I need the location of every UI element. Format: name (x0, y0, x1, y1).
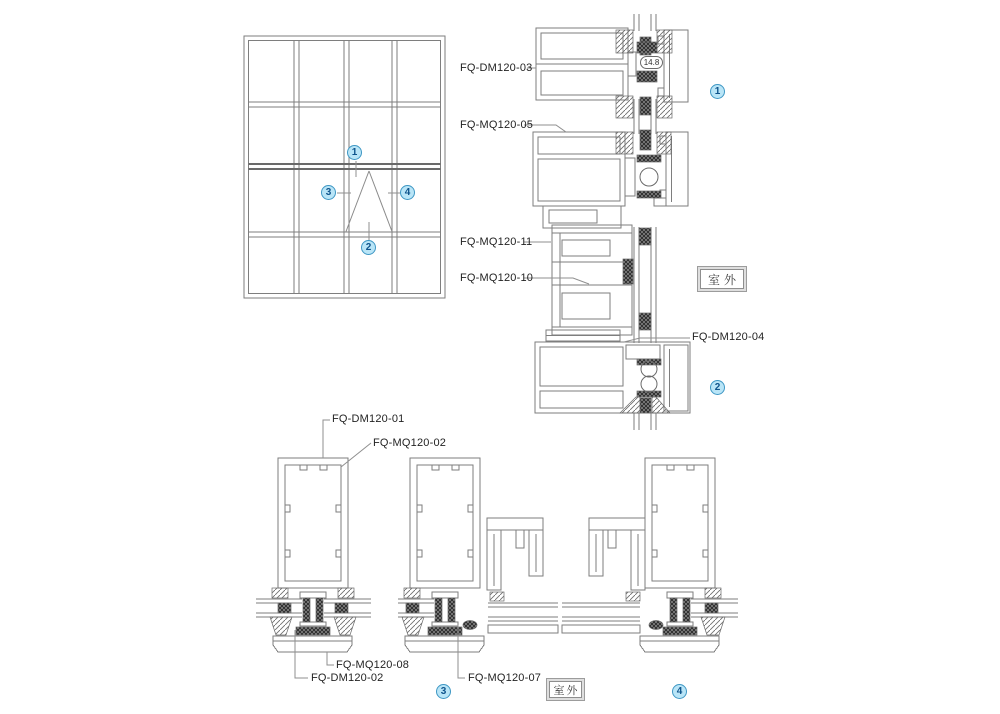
outdoor-label-bottom: 室外 (549, 681, 582, 698)
elevation-grid (244, 36, 445, 298)
part-label-fq-dm120-04: FQ-DM120-04 (692, 331, 765, 343)
mullion-a-gaskets (270, 588, 356, 635)
part-label-fq-mq120-05: FQ-MQ120-05 (460, 119, 534, 131)
part-label-fq-mq120-11: FQ-MQ120-11 (460, 236, 533, 248)
mullion-b-gaskets (402, 588, 504, 635)
part-label-fq-mq120-10: FQ-MQ120-10 (460, 272, 534, 284)
part-label-fq-dm120-01: FQ-DM120-01 (332, 413, 405, 425)
elevation-callout-2: 2 (361, 240, 376, 255)
section-callout-3: 3 (436, 684, 451, 699)
detail-2-gaskets (616, 130, 671, 198)
section-callout-1: 1 (710, 84, 725, 99)
part-label-fq-mq120-08: FQ-MQ120-08 (336, 659, 410, 671)
vent-frame-profiles (546, 225, 632, 341)
mullion-d-gaskets (626, 588, 725, 635)
elevation-callout-4: 4 (400, 185, 415, 200)
detail-4-bolts (641, 361, 657, 392)
elevation-callout-1: 1 (347, 145, 362, 160)
section-callout-4: 4 (672, 684, 687, 699)
part-label-fq-mq120-02: FQ-MQ120-02 (373, 437, 447, 449)
glass-gap-dimension: 14.8 (640, 56, 663, 69)
detail-4-profile (535, 342, 690, 413)
elevation-callout-3: 3 (321, 185, 336, 200)
detail-4-gaskets (620, 359, 670, 413)
part-label-fq-dm120-03: FQ-DM120-03 (460, 62, 533, 74)
outdoor-label-top: 室外 (700, 269, 744, 289)
part-label-fq-dm120-02: FQ-DM120-02 (311, 672, 384, 684)
section-callout-2: 2 (710, 380, 725, 395)
detail-2-bolt (640, 168, 658, 186)
part-label-fq-mq120-07: FQ-MQ120-07 (468, 672, 542, 684)
vent-frame-gaskets (623, 228, 651, 330)
